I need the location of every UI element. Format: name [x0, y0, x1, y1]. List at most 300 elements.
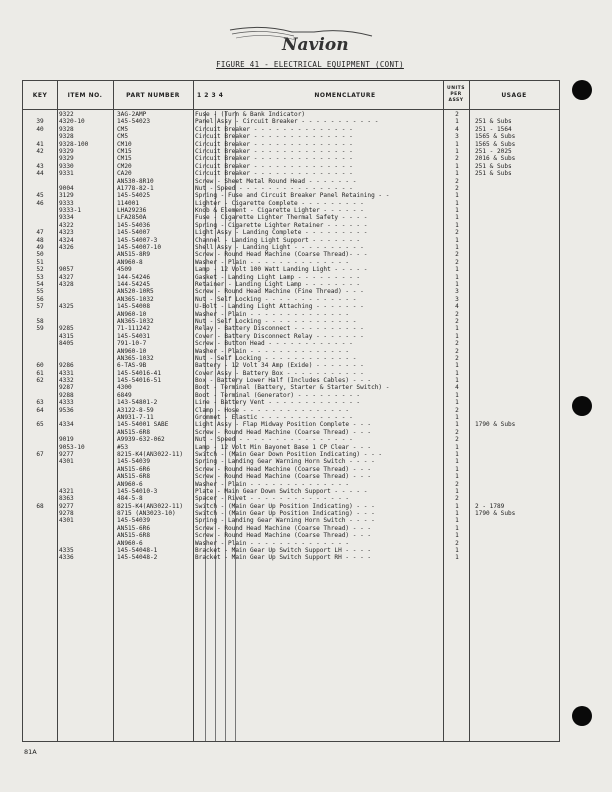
units-cell: 1 [455, 162, 459, 170]
nomenclature-cell: Battery - 12 Volt 34 Amp (Exide) - - - - - - - [195, 362, 364, 370]
units-cell: 4 [455, 303, 459, 311]
key-cell: 42 [36, 147, 44, 155]
table-row [23, 495, 559, 502]
nomenclature-cell: Washer - Plain - - - - - - - - - - - - - - [195, 539, 350, 547]
table-row [23, 355, 559, 362]
nomenclature-cell: Screw - Round Head Machine (Coarse Thread) - - - [195, 524, 372, 532]
part-number-cell: 145-54007 [117, 229, 151, 237]
units-cell: 1 [455, 399, 459, 407]
units-cell: 3 [455, 133, 459, 141]
table-row [23, 547, 559, 554]
table-row [23, 207, 559, 214]
table-row [23, 200, 559, 207]
table-row [23, 296, 559, 303]
part-number-cell: AN960-6 [117, 480, 143, 488]
item-no-cell: 9053-10 [59, 443, 85, 451]
units-cell: 1 [455, 532, 459, 540]
item-no-cell: 4320-10 [59, 118, 85, 126]
part-number-cell: 6849 [117, 391, 132, 399]
units-cell: 1 [455, 273, 459, 281]
nomenclature-cell: Cover - Battery Disconnect Relay - - - - - - - [195, 332, 364, 340]
item-no-cell: 9277 [59, 450, 74, 458]
units-cell: 1 [455, 450, 459, 458]
part-number-cell: 145-54025 [117, 192, 151, 200]
nomenclature-cell: Box - Battery Lower Half (Includes Cables) - - - [195, 377, 372, 385]
table-row [23, 237, 559, 244]
nomenclature-cell: Washer - Plain - - - - - - - - - - - - - - [195, 310, 350, 318]
units-cell: 1 [455, 502, 459, 510]
part-number-cell: AN960-10 [117, 347, 147, 355]
item-no-cell: 9331 [59, 170, 74, 178]
units-cell: 1 [455, 517, 459, 525]
nomenclature-cell: Screw - Round Head Machine (Coarse Thread)- - - [195, 251, 368, 259]
units-cell: 1 [455, 236, 459, 244]
part-number-cell: 144-54246 [117, 273, 151, 281]
nomenclature-cell: Fuse - (Turn & Bank Indicator) [195, 111, 306, 118]
nomenclature-cell: Screw - Sheet Metal Round Head - - - - - - - [195, 177, 357, 185]
nomenclature-cell: Nut - Self Locking - - - - - - - - - - - - - [195, 295, 357, 303]
usage-cell: 251 & Subs [475, 118, 512, 126]
nomenclature-cell: Boot - Terminal (Battery, Starter & Starter Switch) - [195, 384, 390, 392]
key-cell: 44 [36, 170, 44, 178]
units-cell: 1 [455, 443, 459, 451]
part-number-cell: 145-54008 [117, 303, 151, 311]
item-no-cell: 9333 [59, 199, 74, 207]
units-cell: 1 [455, 362, 459, 370]
table-row [23, 473, 559, 480]
nomenclature-cell: U-Bolt - Landing Light Attaching - - - - - - - [195, 303, 364, 311]
item-no-cell: 4301 [59, 517, 74, 525]
nomenclature-cell: Switch - (Main Gear Down Position Indicating) - - - [195, 450, 383, 458]
item-no-cell: 9334 [59, 214, 74, 222]
table-row [23, 333, 559, 340]
units-cell: 1 [455, 554, 459, 562]
part-number-cell: CM5 [117, 133, 129, 141]
units-cell: 1 [455, 207, 459, 215]
table-row [23, 148, 559, 155]
table-row [23, 229, 559, 236]
nomenclature-cell: Washer - Plain - - - - - - - - - - - - - - [195, 258, 350, 266]
key-cell: 54 [36, 280, 44, 288]
nomenclature-cell: Screw - Button Head - - - - - - - - - - - - [195, 340, 353, 348]
table-row [23, 266, 559, 273]
units-cell: 2 [455, 317, 459, 325]
nomenclature-cell: Panel Assy - Circuit Breaker - - - - - - - - - - - [195, 118, 379, 126]
table-row [23, 421, 559, 428]
nomenclature-cell: Nut - Speed - - - - - - - - - - - - - - - - [195, 436, 353, 444]
table-row [23, 458, 559, 465]
part-number-cell: CM10 [117, 140, 132, 148]
item-no-cell: 4325 [59, 303, 74, 311]
nomenclature-cell: Spacer - Rivet - - - - - - - - - - - - - - [195, 495, 350, 503]
table-row [23, 510, 559, 517]
item-no-cell: 4322 [59, 221, 74, 229]
nomenclature-cell: Relay - Battery Disconnect - - - - - - - - - - [195, 325, 364, 333]
table-row [23, 503, 559, 510]
item-no-cell: 9329 [59, 155, 74, 163]
usage-cell: 251 - 1564 [475, 125, 512, 133]
units-cell: 1 [455, 465, 459, 473]
table-row [23, 170, 559, 177]
nomenclature-cell: Circuit Breaker - - - - - - - - - - - - - - [195, 133, 353, 141]
item-no-cell: 4326 [59, 244, 74, 252]
header-indent: 1 2 3 4 [197, 91, 224, 99]
units-cell: 1 [455, 140, 459, 148]
item-no-cell: 4315 [59, 332, 74, 340]
item-no-cell: 9328-100 [59, 140, 89, 148]
item-no-cell: 9328 [59, 133, 74, 141]
table-row [23, 525, 559, 532]
units-cell: 1 [455, 266, 459, 274]
usage-cell: 1790 & Subs [475, 421, 516, 429]
part-number-cell: 145-54036 [117, 221, 151, 229]
nomenclature-cell: Gasket - Landing Light Lamp - - - - - - - - - [195, 273, 361, 281]
nomenclature-cell: Bracket - Main Gear Up Switch Support RH - - - - [195, 554, 372, 562]
part-number-cell: AN960-6 [117, 539, 143, 547]
nomenclature-cell: Screw - Round Head Machine (Coarse Thread) - - - [195, 532, 372, 540]
nomenclature-cell: Line - Battery Vent - - - - - - - - - - - - - [195, 399, 361, 407]
part-number-cell: AN520-10R5 [117, 288, 154, 296]
binder-hole [572, 706, 592, 726]
item-no-cell: 9285 [59, 325, 74, 333]
units-cell: 1 [455, 118, 459, 126]
part-number-cell: AN960-10 [117, 310, 147, 318]
table-row [23, 517, 559, 524]
nomenclature-cell: Screw - Round Head Machine (Coarse Thread) - - - [195, 428, 372, 436]
units-cell: 1 [455, 524, 459, 532]
part-number-cell: 143-54801-2 [117, 399, 158, 407]
units-cell: 2 [455, 111, 459, 118]
header-units: UNITS PER ASSY [447, 86, 465, 103]
units-cell: 1 [455, 510, 459, 518]
table-row [23, 466, 559, 473]
table-row [23, 274, 559, 281]
table-row [23, 163, 559, 170]
part-number-cell: 145-54039 [117, 517, 151, 525]
table-row [23, 340, 559, 347]
item-no-cell: 4334 [59, 421, 74, 429]
key-cell: 61 [36, 369, 44, 377]
nomenclature-cell: Lamp - 12 Volt 100 Watt Landing Light - - - - - [195, 266, 368, 274]
table-row [23, 429, 559, 436]
part-number-cell: 6-TAS-9B [117, 362, 147, 370]
table-row [23, 111, 559, 118]
header-key: KEY [32, 91, 48, 99]
nomenclature-cell: Grommet - Elastic - - - - - - - - - - - - - [195, 414, 353, 422]
part-number-cell: 145-54048-2 [117, 554, 158, 562]
nomenclature-cell: Lamp - 12 Volt Min Bayonet Base 1 CP Clear - - - [195, 443, 372, 451]
table-row [23, 244, 559, 251]
part-number-cell: AN515-6R8 [117, 532, 151, 540]
table-row [23, 222, 559, 229]
usage-cell: 2016 & Subs [475, 155, 516, 163]
table-row [23, 251, 559, 258]
header-part: PART NUMBER [126, 91, 180, 99]
table-row [23, 370, 559, 377]
table-row [23, 414, 559, 421]
item-no-cell: 9536 [59, 406, 74, 414]
part-number-cell: 145-54001 SABE [117, 421, 169, 429]
table-row [23, 192, 559, 199]
part-number-cell: A3122-8-59 [117, 406, 154, 414]
units-cell: 1 [455, 547, 459, 555]
table-row [23, 185, 559, 192]
part-number-cell: AN365-1032 [117, 295, 154, 303]
nomenclature-cell: Fuse - Cigarette Lighter Thermal Safety - - - - [195, 214, 368, 222]
usage-cell: 251 - 2025 [475, 147, 512, 155]
part-number-cell: A9939-632-062 [117, 436, 165, 444]
units-cell: 1 [455, 458, 459, 466]
key-cell: 62 [36, 377, 44, 385]
part-number-cell: #53 [117, 443, 129, 451]
units-cell: 2 [455, 495, 459, 503]
units-cell: 1 [455, 487, 459, 495]
part-number-cell: 145-54048-1 [117, 547, 158, 555]
key-cell: 60 [36, 362, 44, 370]
nomenclature-cell: Nut - Self Locking - - - - - - - - - - - - - [195, 317, 357, 325]
item-no-cell: 9287 [59, 384, 74, 392]
units-cell: 1 [455, 221, 459, 229]
item-no-cell: 4333 [59, 399, 74, 407]
key-cell: 50 [36, 251, 44, 259]
table-row [23, 399, 559, 406]
item-no-cell: 9057 [59, 266, 74, 274]
part-number-cell: AN960-8 [117, 258, 143, 266]
nomenclature-cell: Nut - Speed - - - - - - - - - - - - - - - - [195, 184, 353, 192]
table-row [23, 444, 559, 451]
nomenclature-cell: Spring - Fuse and Circuit Breaker Panel Retaining - - [195, 192, 390, 200]
nomenclature-cell: Circuit Breaker - - - - - - - - - - - - - - [195, 147, 353, 155]
part-number-cell: 791-10-7 [117, 340, 147, 348]
item-no-cell: 9288 [59, 391, 74, 399]
units-cell: 1 [455, 244, 459, 252]
key-cell: 51 [36, 258, 44, 266]
table-row [23, 118, 559, 125]
key-cell: 56 [36, 295, 44, 303]
units-cell: 1 [455, 325, 459, 333]
part-number-cell: AN931-7-11 [117, 414, 154, 422]
usage-cell: 1565 & Subs [475, 140, 516, 148]
part-number-cell: AN515-8R9 [117, 251, 151, 259]
units-cell: 2 [455, 251, 459, 259]
table-row [23, 532, 559, 539]
part-number-cell: CM15 [117, 155, 132, 163]
part-number-cell: CM5 [117, 125, 129, 133]
parts-table [22, 80, 560, 742]
units-cell: 2 [455, 428, 459, 436]
logo-text: Navion [282, 35, 349, 55]
key-cell: 57 [36, 303, 44, 311]
table-row [23, 281, 559, 288]
table-row [23, 155, 559, 162]
part-number-cell: 8715 (AN3023-10) [117, 510, 176, 518]
part-number-cell: 145-54039 [117, 458, 151, 466]
units-cell: 4 [455, 384, 459, 392]
binder-hole [572, 80, 592, 100]
part-number-cell: 145-54016-41 [117, 369, 162, 377]
nomenclature-cell: Screw - Round Head Machine (Fine Thread) - - - [195, 288, 364, 296]
nomenclature-cell: Boot - Terminal (Generator) - - - - - - - - - [195, 391, 361, 399]
part-number-cell: AN365-1032 [117, 317, 154, 325]
part-number-cell: 114001 [117, 199, 140, 207]
key-cell: 55 [36, 288, 44, 296]
key-cell: 64 [36, 406, 44, 414]
item-no-cell: 9019 [59, 436, 74, 444]
units-cell: 1 [455, 414, 459, 422]
item-no-cell: 3129 [59, 192, 74, 200]
nomenclature-cell: Circuit Breaker - - - - - - - - - - - - - - [195, 170, 353, 178]
units-cell: 1 [455, 214, 459, 222]
part-number-cell: AN530-8R10 [117, 177, 154, 185]
nomenclature-cell: Circuit Breaker - - - - - - - - - - - - - - [195, 155, 353, 163]
nomenclature-cell: Cover Assy - Battery Box - - - - - - - - - - - [195, 369, 364, 377]
part-number-cell: CA20 [117, 170, 132, 178]
units-cell: 2 [455, 258, 459, 266]
item-no-cell: 4331 [59, 369, 74, 377]
table-row [23, 407, 559, 414]
table-row [23, 554, 559, 561]
part-number-cell: 8215-K4(AN3022-11) [117, 502, 184, 510]
table-row [23, 141, 559, 148]
table-row [23, 436, 559, 443]
units-cell: 2 [455, 155, 459, 163]
usage-cell: 1565 & Subs [475, 133, 516, 141]
part-number-cell: 145-54031 [117, 332, 151, 340]
nomenclature-cell: Circuit Breaker - - - - - - - - - - - - - - [195, 125, 353, 133]
part-number-cell: LHA29236 [117, 207, 147, 215]
nomenclature-cell: Spring - Landing Gear Warning Horn Switch - - - - [195, 517, 375, 525]
nomenclature-cell: Screw - Round Head Machine (Coarse Thread) - - - [195, 473, 372, 481]
item-no-cell: 9322 [59, 111, 74, 118]
units-cell: 1 [455, 369, 459, 377]
units-cell: 1 [455, 473, 459, 481]
key-cell: 48 [36, 236, 44, 244]
units-cell: 3 [455, 295, 459, 303]
table-row [23, 481, 559, 488]
units-cell: 1 [455, 147, 459, 155]
table-header [23, 81, 559, 110]
units-cell: 1 [455, 192, 459, 200]
nomenclature-cell: Circuit Breaker - - - - - - - - - - - - - - [195, 140, 353, 148]
table-row [23, 288, 559, 295]
key-cell: 49 [36, 244, 44, 252]
part-number-cell: 144-54245 [117, 280, 151, 288]
units-cell: 2 [455, 229, 459, 237]
nomenclature-cell: Retainer - Landing Light Lamp - - - - - - - - [195, 280, 361, 288]
item-no-cell: 8363 [59, 495, 74, 503]
item-no-cell: 9333-1 [59, 207, 82, 215]
part-number-cell: 71-111242 [117, 325, 151, 333]
units-cell: 1 [455, 170, 459, 178]
part-number-cell: 145-54023 [117, 118, 151, 126]
table-row [23, 133, 559, 140]
units-cell: 1 [455, 332, 459, 340]
table-row [23, 488, 559, 495]
part-number-cell: 4509 [117, 266, 132, 274]
nomenclature-cell: Switch - (Main Gear Up Position Indicating) - - - [195, 502, 375, 510]
page-number: 81A [24, 748, 37, 756]
table-row [23, 259, 559, 266]
nomenclature-cell: Screw - Round Head Machine (Coarse Thread) - - - [195, 465, 372, 473]
item-no-cell: 4301 [59, 458, 74, 466]
usage-cell: 251 & Subs [475, 170, 512, 178]
table-row [23, 178, 559, 185]
units-cell: 2 [455, 177, 459, 185]
table-row [23, 311, 559, 318]
item-no-cell: 4336 [59, 554, 74, 562]
table-body [23, 111, 559, 562]
nomenclature-cell: Nut - Self Locking - - - - - - - - - - - - - [195, 354, 357, 362]
figure-title: FIGURE 41 - ELECTRICAL EQUIPMENT (CONT) [216, 60, 404, 69]
key-cell: 39 [36, 118, 44, 126]
part-number-cell: 4300 [117, 384, 132, 392]
key-cell: 53 [36, 273, 44, 281]
part-number-cell: CM20 [117, 162, 132, 170]
part-number-cell: AN515-6R8 [117, 473, 151, 481]
part-number-cell: A1778-82-1 [117, 184, 154, 192]
header-nomenclature: NOMENCLATURE [314, 91, 376, 99]
item-no-cell: 4324 [59, 236, 74, 244]
table-row [23, 325, 559, 332]
part-number-cell: AN515-6R8 [117, 428, 151, 436]
units-cell: 1 [455, 421, 459, 429]
units-cell: 2 [455, 347, 459, 355]
part-number-cell: AN515-6R6 [117, 524, 151, 532]
units-cell: 1 [455, 377, 459, 385]
units-cell: 2 [455, 340, 459, 348]
item-no-cell: 8405 [59, 340, 74, 348]
nomenclature-cell: Washer - Plain - - - - - - - - - - - - - - [195, 347, 350, 355]
units-cell: 4 [455, 125, 459, 133]
usage-cell: 1790 & Subs [475, 510, 516, 518]
header-item: ITEM NO. [67, 91, 103, 99]
item-no-cell: 4335 [59, 547, 74, 555]
part-number-cell: 145-54007-10 [117, 244, 162, 252]
units-cell: 2 [455, 406, 459, 414]
table-row [23, 384, 559, 391]
table-row [23, 348, 559, 355]
nomenclature-cell: Light Assy - Flap Midway Position Complete - - - [195, 421, 372, 429]
nomenclature-cell: Bracket - Main Gear Up Switch Support LH - - - - [195, 547, 372, 555]
item-no-cell: 4327 [59, 273, 74, 281]
item-no-cell: 9278 [59, 510, 74, 518]
key-cell: 45 [36, 192, 44, 200]
units-cell: 2 [455, 539, 459, 547]
usage-cell: 251 & Subs [475, 162, 512, 170]
nomenclature-cell: Light Assy - Landing Complete - - - - - - - - - [195, 229, 368, 237]
units-cell: 2 [455, 184, 459, 192]
item-no-cell: 9329 [59, 147, 74, 155]
key-cell: 65 [36, 421, 44, 429]
nomenclature-cell: Plate - Main Gear Down Switch Support - - - - - [195, 487, 368, 495]
key-cell: 40 [36, 125, 44, 133]
nomenclature-cell: Spring - Landing Gear Warning Horn Switch - - - - [195, 458, 375, 466]
item-no-cell: 4328 [59, 280, 74, 288]
nomenclature-cell: Circuit Breaker - - - - - - - - - - - - - - [195, 162, 353, 170]
part-number-cell: 484-5-8 [117, 495, 143, 503]
item-no-cell: 4332 [59, 377, 74, 385]
part-number-cell: 145-54010-3 [117, 487, 158, 495]
part-number-cell: 145-54007-3 [117, 236, 158, 244]
part-number-cell: AN365-1032 [117, 354, 154, 362]
item-no-cell: 9004 [59, 184, 74, 192]
item-no-cell: 9330 [59, 162, 74, 170]
nomenclature-cell: Spring - Cigarette Lighter Retainer - - - - - - [195, 221, 368, 229]
table-row [23, 362, 559, 369]
nomenclature-cell: Shell Assy - Landing Light - - - - - - - - - - [195, 244, 364, 252]
key-cell: 68 [36, 502, 44, 510]
nomenclature-cell: Channel - Landing Light Support - - - - - - - [195, 236, 361, 244]
